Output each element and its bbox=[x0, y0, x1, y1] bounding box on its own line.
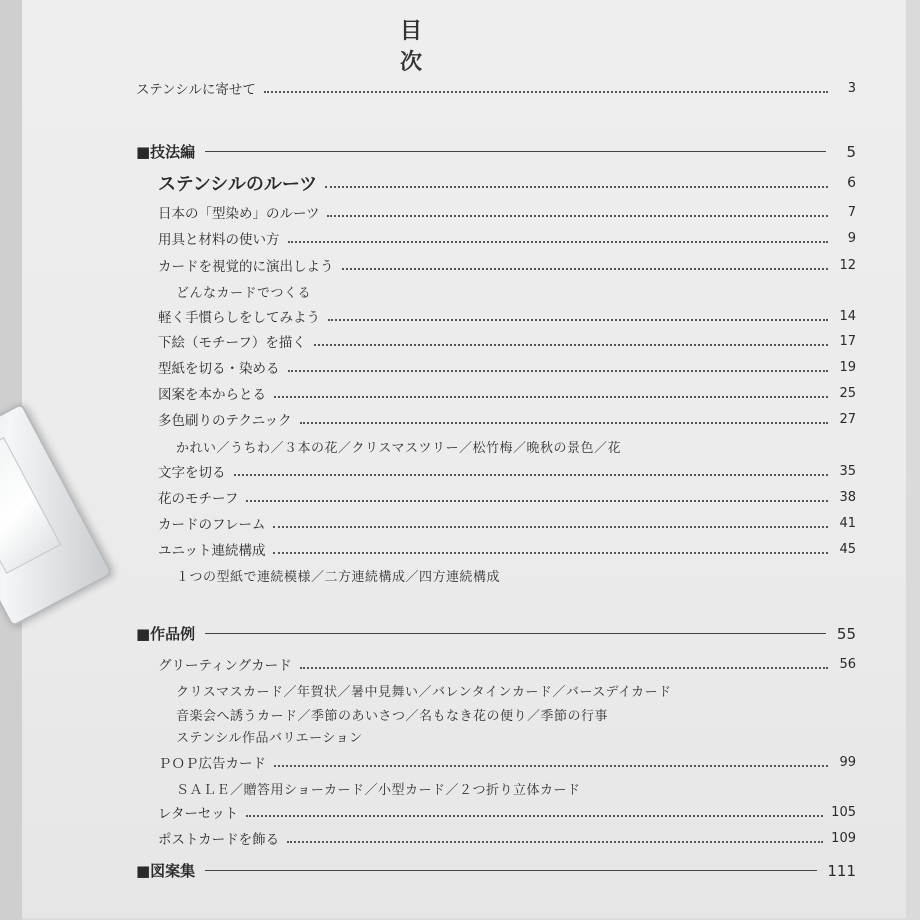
section-page: 55 bbox=[836, 624, 856, 643]
leader-dots bbox=[264, 91, 828, 93]
leader-dots bbox=[288, 370, 829, 372]
entry-page: 105 bbox=[831, 804, 856, 820]
entry-page: 56 bbox=[839, 656, 856, 672]
toc-entry bbox=[158, 802, 856, 822]
leader-dots bbox=[273, 526, 828, 528]
leader-dots bbox=[246, 815, 823, 817]
entry-label: 日本の「型染め」のルーツ bbox=[158, 206, 320, 222]
section-page: 5 bbox=[846, 142, 856, 161]
toc-entry bbox=[158, 409, 856, 429]
entry-label: ポストカードを飾る bbox=[158, 832, 280, 848]
section-rule bbox=[205, 633, 826, 634]
leader-dots bbox=[300, 422, 828, 424]
entry-page: 109 bbox=[831, 830, 856, 846]
entry-label: レターセット bbox=[158, 806, 239, 822]
leader-dots bbox=[234, 474, 829, 476]
leader-dots bbox=[327, 215, 828, 217]
entry-page: 38 bbox=[839, 489, 856, 505]
entry-label: 型紙を切る・染める bbox=[158, 361, 280, 377]
leader-dots bbox=[246, 500, 828, 502]
toc-entry bbox=[158, 202, 856, 222]
entry-page: 41 bbox=[839, 515, 856, 531]
leader-dots bbox=[287, 841, 823, 843]
toc-entry bbox=[158, 306, 856, 326]
toc-entry bbox=[158, 461, 856, 481]
section-rule bbox=[205, 870, 817, 871]
toc-entry bbox=[158, 487, 856, 507]
entry-page: 3 bbox=[847, 80, 856, 96]
section-works bbox=[136, 623, 856, 644]
entry-label: 下絵（モチーフ）を描く bbox=[158, 335, 306, 351]
entry-page: 27 bbox=[839, 411, 856, 427]
toc-entry bbox=[158, 331, 856, 351]
entry-page: 7 bbox=[847, 204, 856, 220]
entry-label: 図案を本からとる bbox=[158, 387, 266, 403]
entry-label: 花のモチーフ bbox=[158, 491, 239, 507]
sub-entry: １つの型紙で連続模様／二方連続構成／四方連続構成 bbox=[176, 570, 501, 585]
toc-entry bbox=[158, 357, 856, 377]
leader-dots bbox=[325, 186, 828, 188]
section-page: 111 bbox=[827, 861, 856, 880]
section-label: ■図案集 bbox=[136, 862, 196, 880]
sub-entry: ＳＡＬＥ／贈答用ショーカード／小型カード／２つ折り立体カード bbox=[176, 783, 581, 798]
leader-dots bbox=[274, 765, 828, 767]
entry-page: 25 bbox=[839, 385, 856, 401]
entry-page: 6 bbox=[847, 175, 856, 191]
toc-entry bbox=[158, 228, 856, 248]
entry-label: 用具と材料の使い方 bbox=[158, 232, 280, 248]
toc-entry bbox=[158, 539, 856, 559]
section-label: ■技法編 bbox=[136, 143, 196, 161]
toc-entry bbox=[158, 654, 856, 674]
entry-label: ステンシルに寄せて bbox=[136, 82, 256, 98]
sub-entry: 音楽会へ誘うカード／季節のあいさつ／名もなき花の便り／季節の行事 bbox=[176, 709, 609, 724]
leader-dots bbox=[273, 552, 828, 554]
entry-page: 14 bbox=[839, 308, 856, 324]
entry-page: 12 bbox=[839, 257, 856, 273]
leader-dots bbox=[288, 241, 829, 243]
section-label: ■作品例 bbox=[136, 625, 196, 643]
entry-page: 99 bbox=[839, 754, 856, 770]
entry-page: 19 bbox=[839, 359, 856, 375]
sub-entry: クリスマスカード／年賀状／暑中見舞い／バレンタインカード／バースデイカード bbox=[176, 685, 672, 700]
leader-dots bbox=[328, 319, 828, 321]
entry-page: 45 bbox=[839, 541, 856, 557]
entry-label: ＰＯＰ広告カード bbox=[158, 756, 266, 772]
section-rule bbox=[205, 151, 826, 152]
toc-entry bbox=[158, 170, 856, 196]
entry-page: 35 bbox=[839, 463, 856, 479]
entry-label: カードのフレーム bbox=[158, 517, 266, 533]
entry-label: 文字を切る bbox=[158, 465, 226, 481]
leader-dots bbox=[300, 667, 828, 669]
entry-page: 17 bbox=[839, 333, 856, 349]
entry-label: 軽く手慣らしをしてみよう bbox=[158, 310, 320, 326]
entry-label: ユニット連続構成 bbox=[158, 543, 266, 559]
section-technique bbox=[136, 141, 856, 162]
toc-entry bbox=[158, 828, 856, 848]
entry-label: カードを視覚的に演出しよう bbox=[158, 259, 334, 275]
toc-entry-intro bbox=[136, 78, 856, 98]
entry-label: ステンシルのルーツ bbox=[158, 174, 318, 195]
toc-entry bbox=[158, 383, 856, 403]
entry-label: 多色刷りのテクニック bbox=[158, 413, 292, 429]
sub-entry: ステンシル作品バリエーション bbox=[176, 731, 363, 746]
sub-entry: どんなカードでつくる bbox=[176, 286, 312, 301]
sub-entry: かれい／うちわ／３本の花／クリスマスツリー／松竹梅／晩秋の景色／花 bbox=[176, 441, 621, 456]
leader-dots bbox=[274, 396, 828, 398]
leader-dots bbox=[342, 268, 829, 270]
leader-dots bbox=[314, 344, 828, 346]
toc-entry bbox=[158, 513, 856, 533]
page-title: 目 次 bbox=[400, 19, 517, 75]
section-patterns bbox=[136, 860, 856, 881]
entry-page: 9 bbox=[847, 230, 856, 246]
toc-entry bbox=[158, 752, 856, 772]
toc-entry bbox=[158, 255, 856, 275]
entry-label: グリーティングカード bbox=[158, 658, 292, 674]
